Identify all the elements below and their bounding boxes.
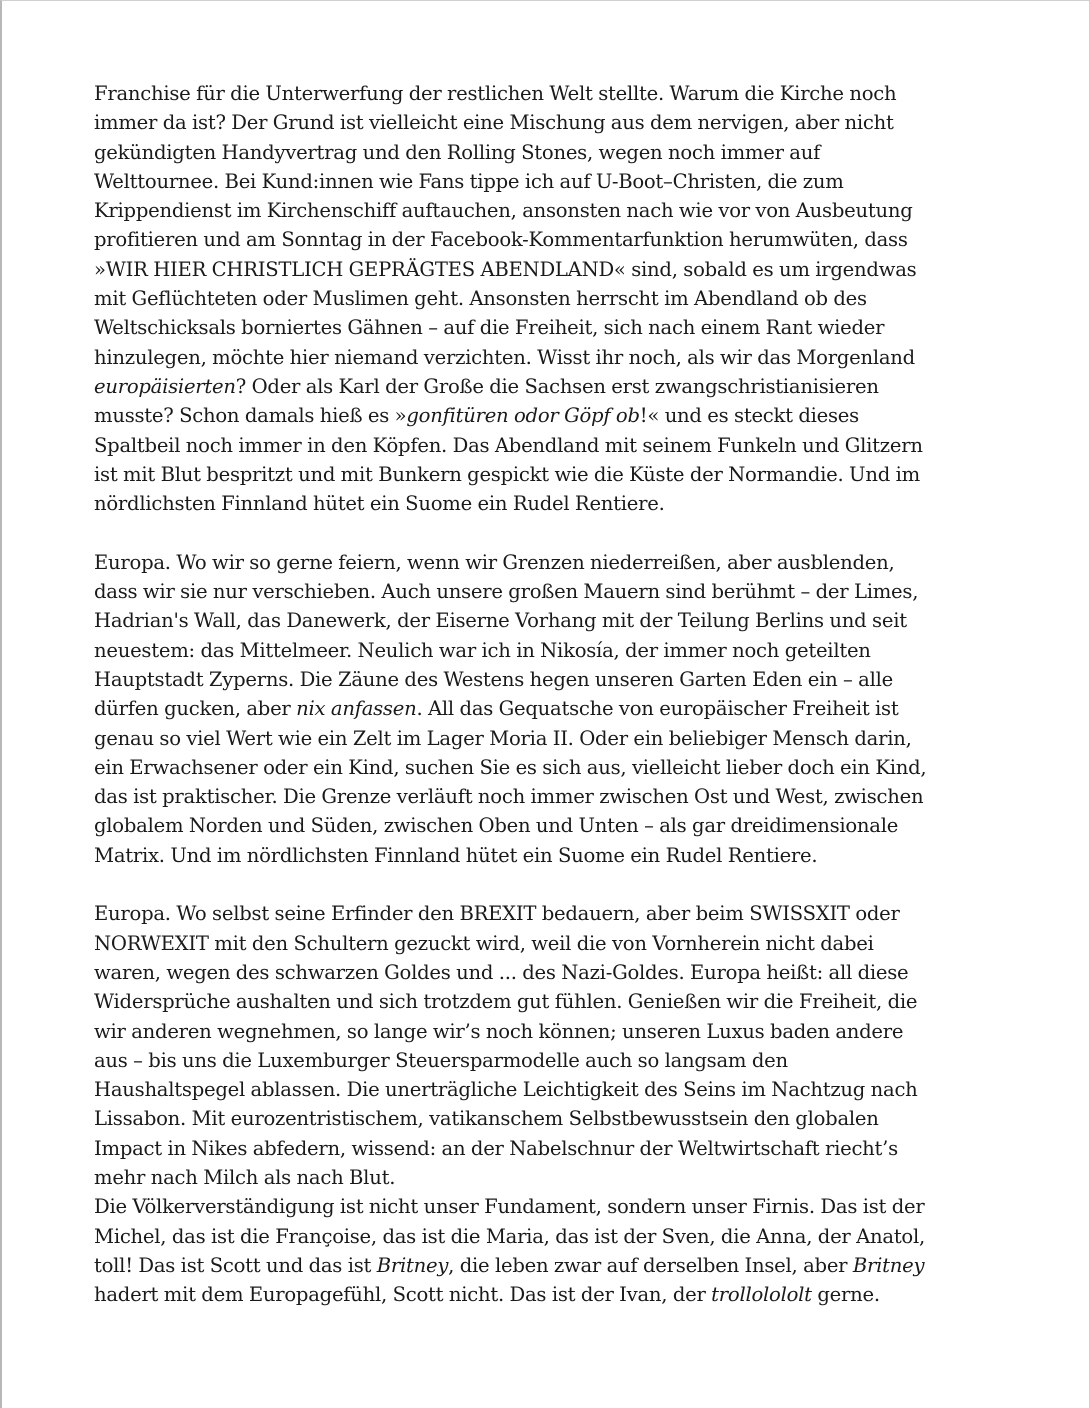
text-line <box>94 811 1054 840</box>
text-line <box>94 1251 1054 1280</box>
text-line <box>94 1192 1054 1221</box>
text-run: gekündigten Handyvertrag und den Rolling Stones, wegen noch immer auf <box>94 140 821 164</box>
text-line <box>94 460 1054 489</box>
text-line <box>94 665 1054 694</box>
text-run: Welttournee. Bei Kund:innen wie Fans tippe ich auf U-Boot–Christen, die zum <box>94 169 844 193</box>
text-line <box>94 1222 1054 1251</box>
text-run: dass wir sie nur verschieben. Auch unsere großen Mauern sind berühmt – der Limes, <box>94 580 919 604</box>
text-line <box>94 1017 1054 1046</box>
text-run: ist mit Blut bespritzt und mit Bunkern gespickt wie die Küste der Normandie. Und im <box>94 462 920 486</box>
text-line <box>94 548 1054 577</box>
text-line <box>94 1163 1054 1192</box>
italic-text-run: gonfitüren odor Göpf ob <box>406 404 640 428</box>
text-run: Impact in Nikes abfedern, wissend: an der Nabelschnur der Weltwirtschaft riecht’s <box>94 1136 898 1160</box>
text-run: genau so viel Wert wie ein Zelt im Lager Moria II. Oder ein beliebiger Mensch darin, <box>94 726 912 750</box>
text-line <box>94 606 1054 635</box>
text-run: Matrix. Und im nördlichsten Finnland hütet ein Suome ein Rudel Rentiere. <box>94 843 818 867</box>
text-run: Europa. Wo selbst seine Erfinder den BREXIT bedauern, aber beim SWISSXIT oder <box>94 902 900 926</box>
text-line <box>94 401 1054 430</box>
text-run: ? Oder als Karl der Große die Sachsen erst zwangschristianisieren <box>235 374 879 398</box>
italic-text-run: nix anfassen <box>296 697 417 721</box>
text-line <box>94 694 1054 723</box>
text-run: Europa. Wo wir so gerne feiern, wenn wir Grenzen niederreißen, aber ausblenden, <box>94 550 895 574</box>
text-run: mehr nach Milch als nach Blut. <box>94 1165 396 1189</box>
text-run: aus – bis uns die Luxemburger Steuersparmodelle auch so langsam den <box>94 1048 788 1072</box>
text-run: , die leben zwar auf derselben Insel, aber <box>448 1253 853 1277</box>
text-line <box>94 489 1054 518</box>
text-run: immer da ist? Der Grund ist vielleicht eine Mischung aus dem nervigen, aber nicht <box>94 111 894 135</box>
text-run: mit Geflüchteten oder Muslimen geht. Ansonsten herrscht im Abendland ob des <box>94 287 867 311</box>
text-run: musste? Schon damals hieß es » <box>94 404 407 428</box>
text-run: Hauptstadt Zyperns. Die Zäune des Westens hegen unseren Garten Eden ein – alle <box>94 667 893 691</box>
text-line <box>94 196 1054 225</box>
text-line <box>94 841 1054 870</box>
text-line <box>94 1134 1054 1163</box>
text-line <box>94 343 1054 372</box>
text-line <box>94 1280 1054 1309</box>
italic-text-run: Britney <box>852 1253 925 1277</box>
text-line <box>94 284 1054 313</box>
text-run: Widersprüche aushalten und sich trotzdem gut fühlen. Genießen wir die Freiheit, die <box>94 990 918 1014</box>
text-run: waren, wegen des schwarzen Goldes und ... des Nazi-Goldes. Europa heißt: all diese <box>94 960 909 984</box>
italic-text-run: trollolololt <box>711 1283 812 1307</box>
text-line <box>94 636 1054 665</box>
text-run: Weltschicksals borniertes Gähnen – auf die Freiheit, sich nach einem Rant wieder <box>94 316 885 340</box>
text-line <box>94 372 1054 401</box>
text-run: hinzulegen, möchte hier niemand verzichten. Wisst ihr noch, als wir das Morgenland <box>94 345 915 369</box>
text-run: Hadrian's Wall, das Danewerk, der Eiserne Vorhang mit der Teilung Berlins und seit <box>94 609 907 633</box>
text-line <box>94 724 1054 753</box>
text-run: . All das Gequatsche von europäischer Freiheit ist <box>416 697 899 721</box>
text-line <box>94 138 1054 167</box>
text-line <box>94 225 1054 254</box>
text-run: hadert mit dem Europagefühl, Scott nicht. Das ist der Ivan, der <box>94 1283 712 1307</box>
text-run: gerne. <box>811 1283 880 1307</box>
text-run: dürfen gucken, aber <box>94 697 297 721</box>
text-run: Franchise für die Unterwerfung der restlichen Welt stellte. Warum die Kirche noch <box>94 82 897 105</box>
text-run: toll! Das ist Scott und das ist <box>94 1253 377 1277</box>
document-body <box>94 79 1054 1309</box>
text-line <box>94 753 1054 782</box>
text-run: Haushaltspegel ablassen. Die unerträgliche Leichtigkeit des Seins im Nachtzug nach <box>94 1078 918 1102</box>
text-line <box>94 782 1054 811</box>
text-run: NORWEXIT mit den Schultern gezuckt wird, weil die von Vornherein nicht dabei <box>94 931 874 955</box>
text-run: Krippendienst im Kirchenschiff auftauchen, ansonsten nach wie vor von Ausbeutung <box>94 199 913 223</box>
text-line <box>94 958 1054 987</box>
paragraph-gap <box>94 870 1054 899</box>
text-run: neuestem: das Mittelmeer. Neulich war ich in Nikosía, der immer noch geteilten <box>94 638 871 662</box>
italic-text-run: europäisierten <box>94 374 236 398</box>
text-line <box>94 255 1054 284</box>
text-line <box>94 899 1054 928</box>
text-run: wir anderen wegnehmen, so lange wir’s noch können; unseren Luxus baden andere <box>94 1019 904 1043</box>
text-line <box>94 1046 1054 1075</box>
text-line <box>94 1104 1054 1133</box>
text-run: Spaltbeil noch immer in den Köpfen. Das Abendland mit seinem Funkeln und Glitzern <box>94 433 923 457</box>
paragraph <box>94 1192 1054 1309</box>
text-run: Lissabon. Mit eurozentristischem, vatikanschem Selbstbewusstsein den globalen <box>94 1107 879 1131</box>
text-run: das ist praktischer. Die Grenze verläuft noch immer zwischen Ost und West, zwischen <box>94 785 924 809</box>
text-line <box>94 313 1054 342</box>
text-line <box>94 431 1054 460</box>
italic-text-run: Britney <box>376 1253 449 1277</box>
text-line <box>94 108 1054 137</box>
text-line <box>94 1075 1054 1104</box>
text-line <box>94 987 1054 1016</box>
text-line <box>94 929 1054 958</box>
paragraph <box>94 79 1054 518</box>
text-run: »WIR HIER CHRISTLICH GEPRÄGTES ABENDLAND« sind, sobald es um irgendwas <box>94 257 917 281</box>
text-run: ein Erwachsener oder ein Kind, suchen Sie es sich aus, vielleicht lieber doch ein Kind, <box>94 755 927 779</box>
text-run: Die Völkerverständigung ist nicht unser Fundament, sondern unser Firnis. Das ist der <box>94 1195 925 1219</box>
text-line <box>94 79 1054 108</box>
text-run: nördlichsten Finnland hütet ein Suome ein Rudel Rentiere. <box>94 492 665 516</box>
text-run: !« und es steckt dieses <box>639 404 859 428</box>
text-line <box>94 577 1054 606</box>
paragraph-gap <box>94 518 1054 547</box>
paragraph <box>94 899 1054 1192</box>
paragraph <box>94 548 1054 870</box>
text-line <box>94 167 1054 196</box>
text-run: Michel, das ist die Françoise, das ist die Maria, das ist der Sven, die Anna, der Anatol, <box>94 1224 925 1248</box>
text-run: profitieren und am Sonntag in der Facebook-Kommentarfunktion herumwüten, dass <box>94 228 908 252</box>
text-run: globalem Norden und Süden, zwischen Oben und Unten – als gar dreidimensionale <box>94 814 899 838</box>
